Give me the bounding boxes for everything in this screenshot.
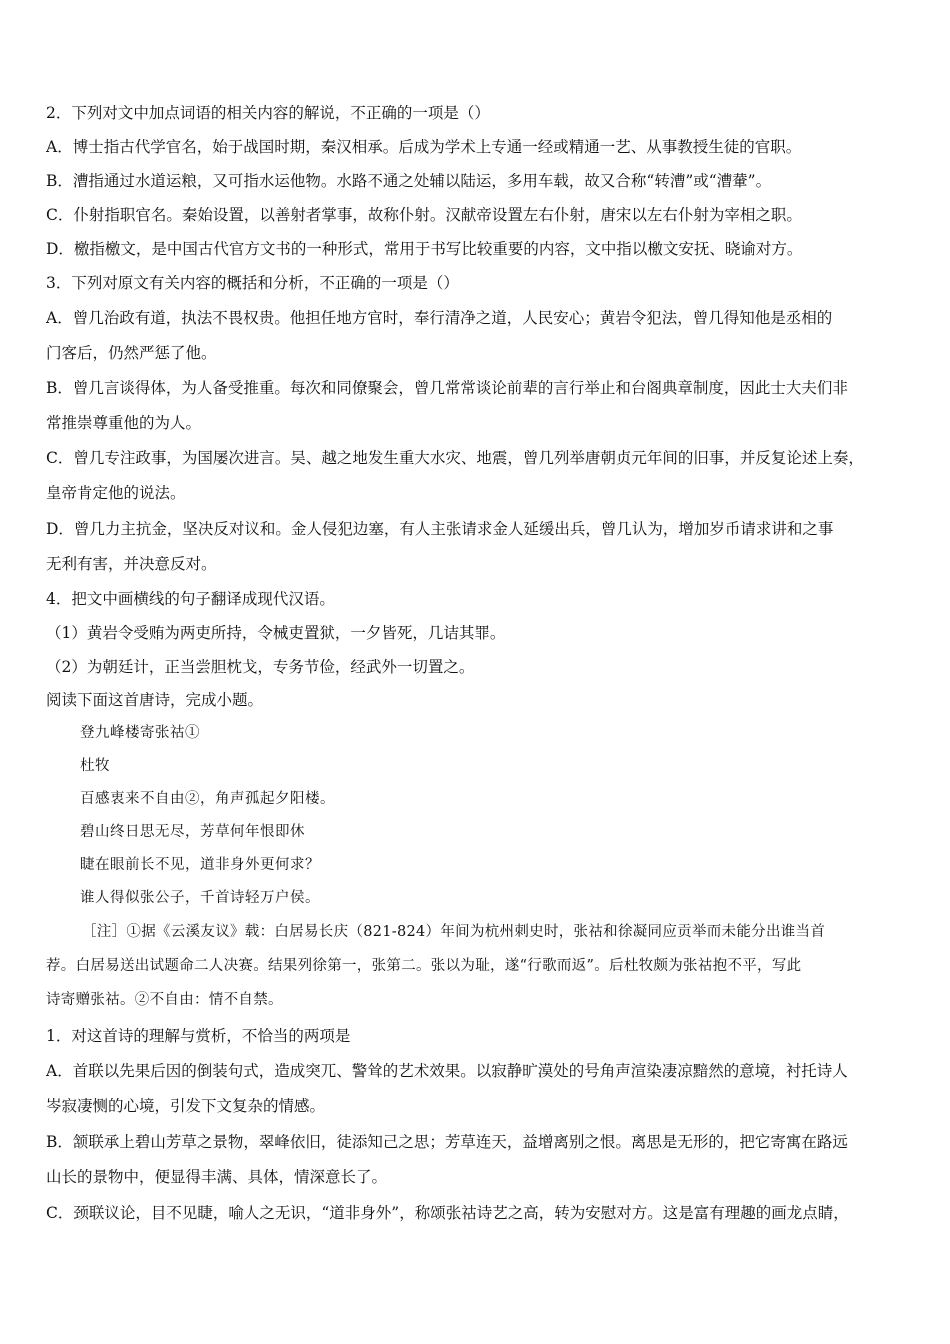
poem-line-3: 睫在眼前长不见，道非身外更何求？ bbox=[80, 857, 320, 873]
poem-author: 杜牧 bbox=[80, 758, 110, 774]
q3-stem: 3．下列对原文有关内容的概括和分析，不正确的一项是（） bbox=[46, 274, 459, 292]
q4-sentence-1: （1）黄岩令受贿为两吏所持，令械吏置狱，一夕皆死，几诘其罪。 bbox=[46, 624, 506, 642]
q2-option-b: B．漕指通过水道运粮，又可指水运他物。水路不通之处辅以陆运，多用车载，故又合称“转漕”或“漕輂”。 bbox=[46, 172, 772, 190]
q4-stem: 4．把文中画横线的句子翻译成现代汉语。 bbox=[46, 590, 335, 608]
q3-option-b-line2: 常推崇尊重他的为人。 bbox=[46, 414, 202, 432]
reading-intro: 阅读下面这首唐诗，完成小题。 bbox=[46, 691, 264, 709]
q2-option-a: A．博士指古代学官名，始于战国时期，秦汉相承。后成为学术上专通一经或精通一艺、从事教授生徒的官职。 bbox=[46, 138, 802, 156]
p1-option-a-line1: A．首联以先果后因的倒装句式，造成突兀、警耸的艺术效果。以寂静旷漠处的号角声渲染凄凉黯然的意境，衬托诗人 bbox=[46, 1062, 848, 1080]
poem-line-2: 碧山终日思无尽，芳草何年恨即休 bbox=[80, 824, 305, 840]
q3-option-c-line2: 皇帝肯定他的说法。 bbox=[46, 484, 186, 502]
q2-stem: 2．下列对文中加点词语的相关内容的解说，不正确的一项是（） bbox=[46, 104, 490, 122]
note-line-2: 荐。白居易送出试题命二人决赛。结果列徐第一，张第二。张以为耻，遂“行歌而返”。后杜牧颇为张祜抱不平，写此 bbox=[46, 958, 802, 974]
p1-option-b-line1: B．颔联承上碧山芳草之景物，翠峰依旧，徒添知己之思；芳草连天，益增离别之恨。离思是无形的，把它寄寓在路远 bbox=[46, 1133, 848, 1151]
poem-title: 登九峰楼寄张祜① bbox=[80, 725, 200, 741]
q3-option-a-line1: A．曾几治政有道，执法不畏权贵。他担任地方官时，奉行清净之道，人民安心；黄岩令犯法，曾几得知他是丞相的 bbox=[46, 309, 833, 327]
p1-option-a-line2: 岑寂凄恻的心境，引发下文复杂的情感。 bbox=[46, 1097, 326, 1115]
poem-line-4: 谁人得似张公子，千首诗轻万户侯。 bbox=[80, 890, 320, 906]
q3-option-c-line1: C．曾几专注政事，为国屡次进言。吴、越之地发生重大水灾、地震，曾几列举唐朝贞元年间的旧事，并反复论述上奏， bbox=[46, 449, 864, 467]
q3-option-d-line2: 无利有害，并决意反对。 bbox=[46, 555, 217, 573]
p1-option-c-line1: C．颈联议论，目不见睫，喻人之无识，“道非身外”，称颂张祜诗艺之高，转为安慰对方。这是富有理趣的画龙点睛， bbox=[46, 1204, 849, 1222]
q3-option-b-line1: B．曾几言谈得体，为人备受推重。每次和同僚聚会，曾几常常谈论前辈的言行举止和台阁典章制度，因此士大夫们非 bbox=[46, 379, 848, 397]
poem-line-1: 百感衷来不自由②，角声孤起夕阳楼。 bbox=[80, 791, 335, 807]
note-line-1: ［注］①据《云溪友议》载：白居易长庆（821-824）年间为杭州刺史时，张祜和徐凝同应贡举而未能分出谁当首 bbox=[82, 924, 826, 940]
q4-sentence-2: （2）为朝廷计，正当尝胆枕戈，专务节俭，经武外一切置之。 bbox=[46, 658, 475, 676]
q2-option-d: D．檄指檄文，是中国古代官方文书的一种形式，常用于书写比较重要的内容，文中指以檄文安抚、晓谕对方。 bbox=[46, 240, 803, 258]
note-line-3: 诗寄赠张祜。②不自由：情不自禁。 bbox=[46, 992, 283, 1008]
q3-option-d-line1: D．曾几力主抗金，坚决反对议和。金人侵犯边塞，有人主张请求金人延缓出兵，曾几认为，增加岁币请求讲和之事 bbox=[46, 520, 834, 538]
q3-option-a-line2: 门客后，仍然严惩了他。 bbox=[46, 344, 217, 362]
q2-option-c: C．仆射指职官名。秦始设置，以善射者掌事，故称仆射。汉献帝设置左右仆射，唐宋以左右仆射为宰相之职。 bbox=[46, 206, 802, 224]
p1-option-b-line2: 山长的景物中，便显得丰满、具体，情深意长了。 bbox=[46, 1168, 388, 1186]
p1-stem: 1．对这首诗的理解与赏析，不恰当的两项是 bbox=[46, 1027, 351, 1045]
